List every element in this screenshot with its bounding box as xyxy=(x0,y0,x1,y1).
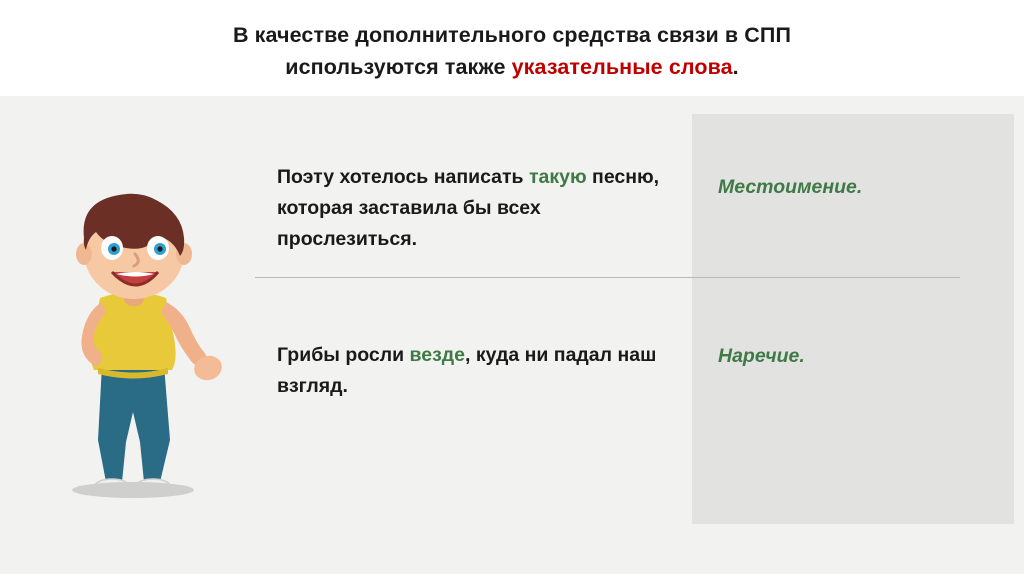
example-sentence-1 xyxy=(277,162,677,255)
answer-label-2: Наречие. xyxy=(718,345,805,367)
sentence-1-highlight: такую xyxy=(528,166,587,188)
header-accent-term: указательные слова xyxy=(511,55,733,79)
example-sentence-2 xyxy=(277,340,677,402)
header-line-2-prefix: используются также xyxy=(285,55,512,79)
sentence-2-after: , куда ни падал наш взгляд. xyxy=(277,344,657,397)
cartoon-boy-illustration xyxy=(40,190,230,510)
answers-panel xyxy=(692,114,1014,524)
header-line-1: В качестве дополнительного средства связи в СПП xyxy=(232,23,792,47)
answer-label-1: Местоимение. xyxy=(718,176,863,198)
sentence-2-before: Грибы росли xyxy=(277,344,410,366)
boy-shadow xyxy=(72,482,194,498)
header-line-2-suffix: . xyxy=(732,55,739,79)
header-line-2 xyxy=(285,51,739,83)
answer-row-2 xyxy=(692,345,1014,368)
sentence-1-before: Поэту хотелось написать xyxy=(277,166,529,188)
sentence-1-after: песню, которая заставила бы всех прослезиться. xyxy=(277,166,660,250)
slide-header xyxy=(0,0,1024,96)
answer-row-1 xyxy=(692,176,1014,199)
boy-svg xyxy=(40,190,230,510)
sentence-2-highlight: везде xyxy=(409,344,466,366)
row-divider xyxy=(255,277,960,278)
